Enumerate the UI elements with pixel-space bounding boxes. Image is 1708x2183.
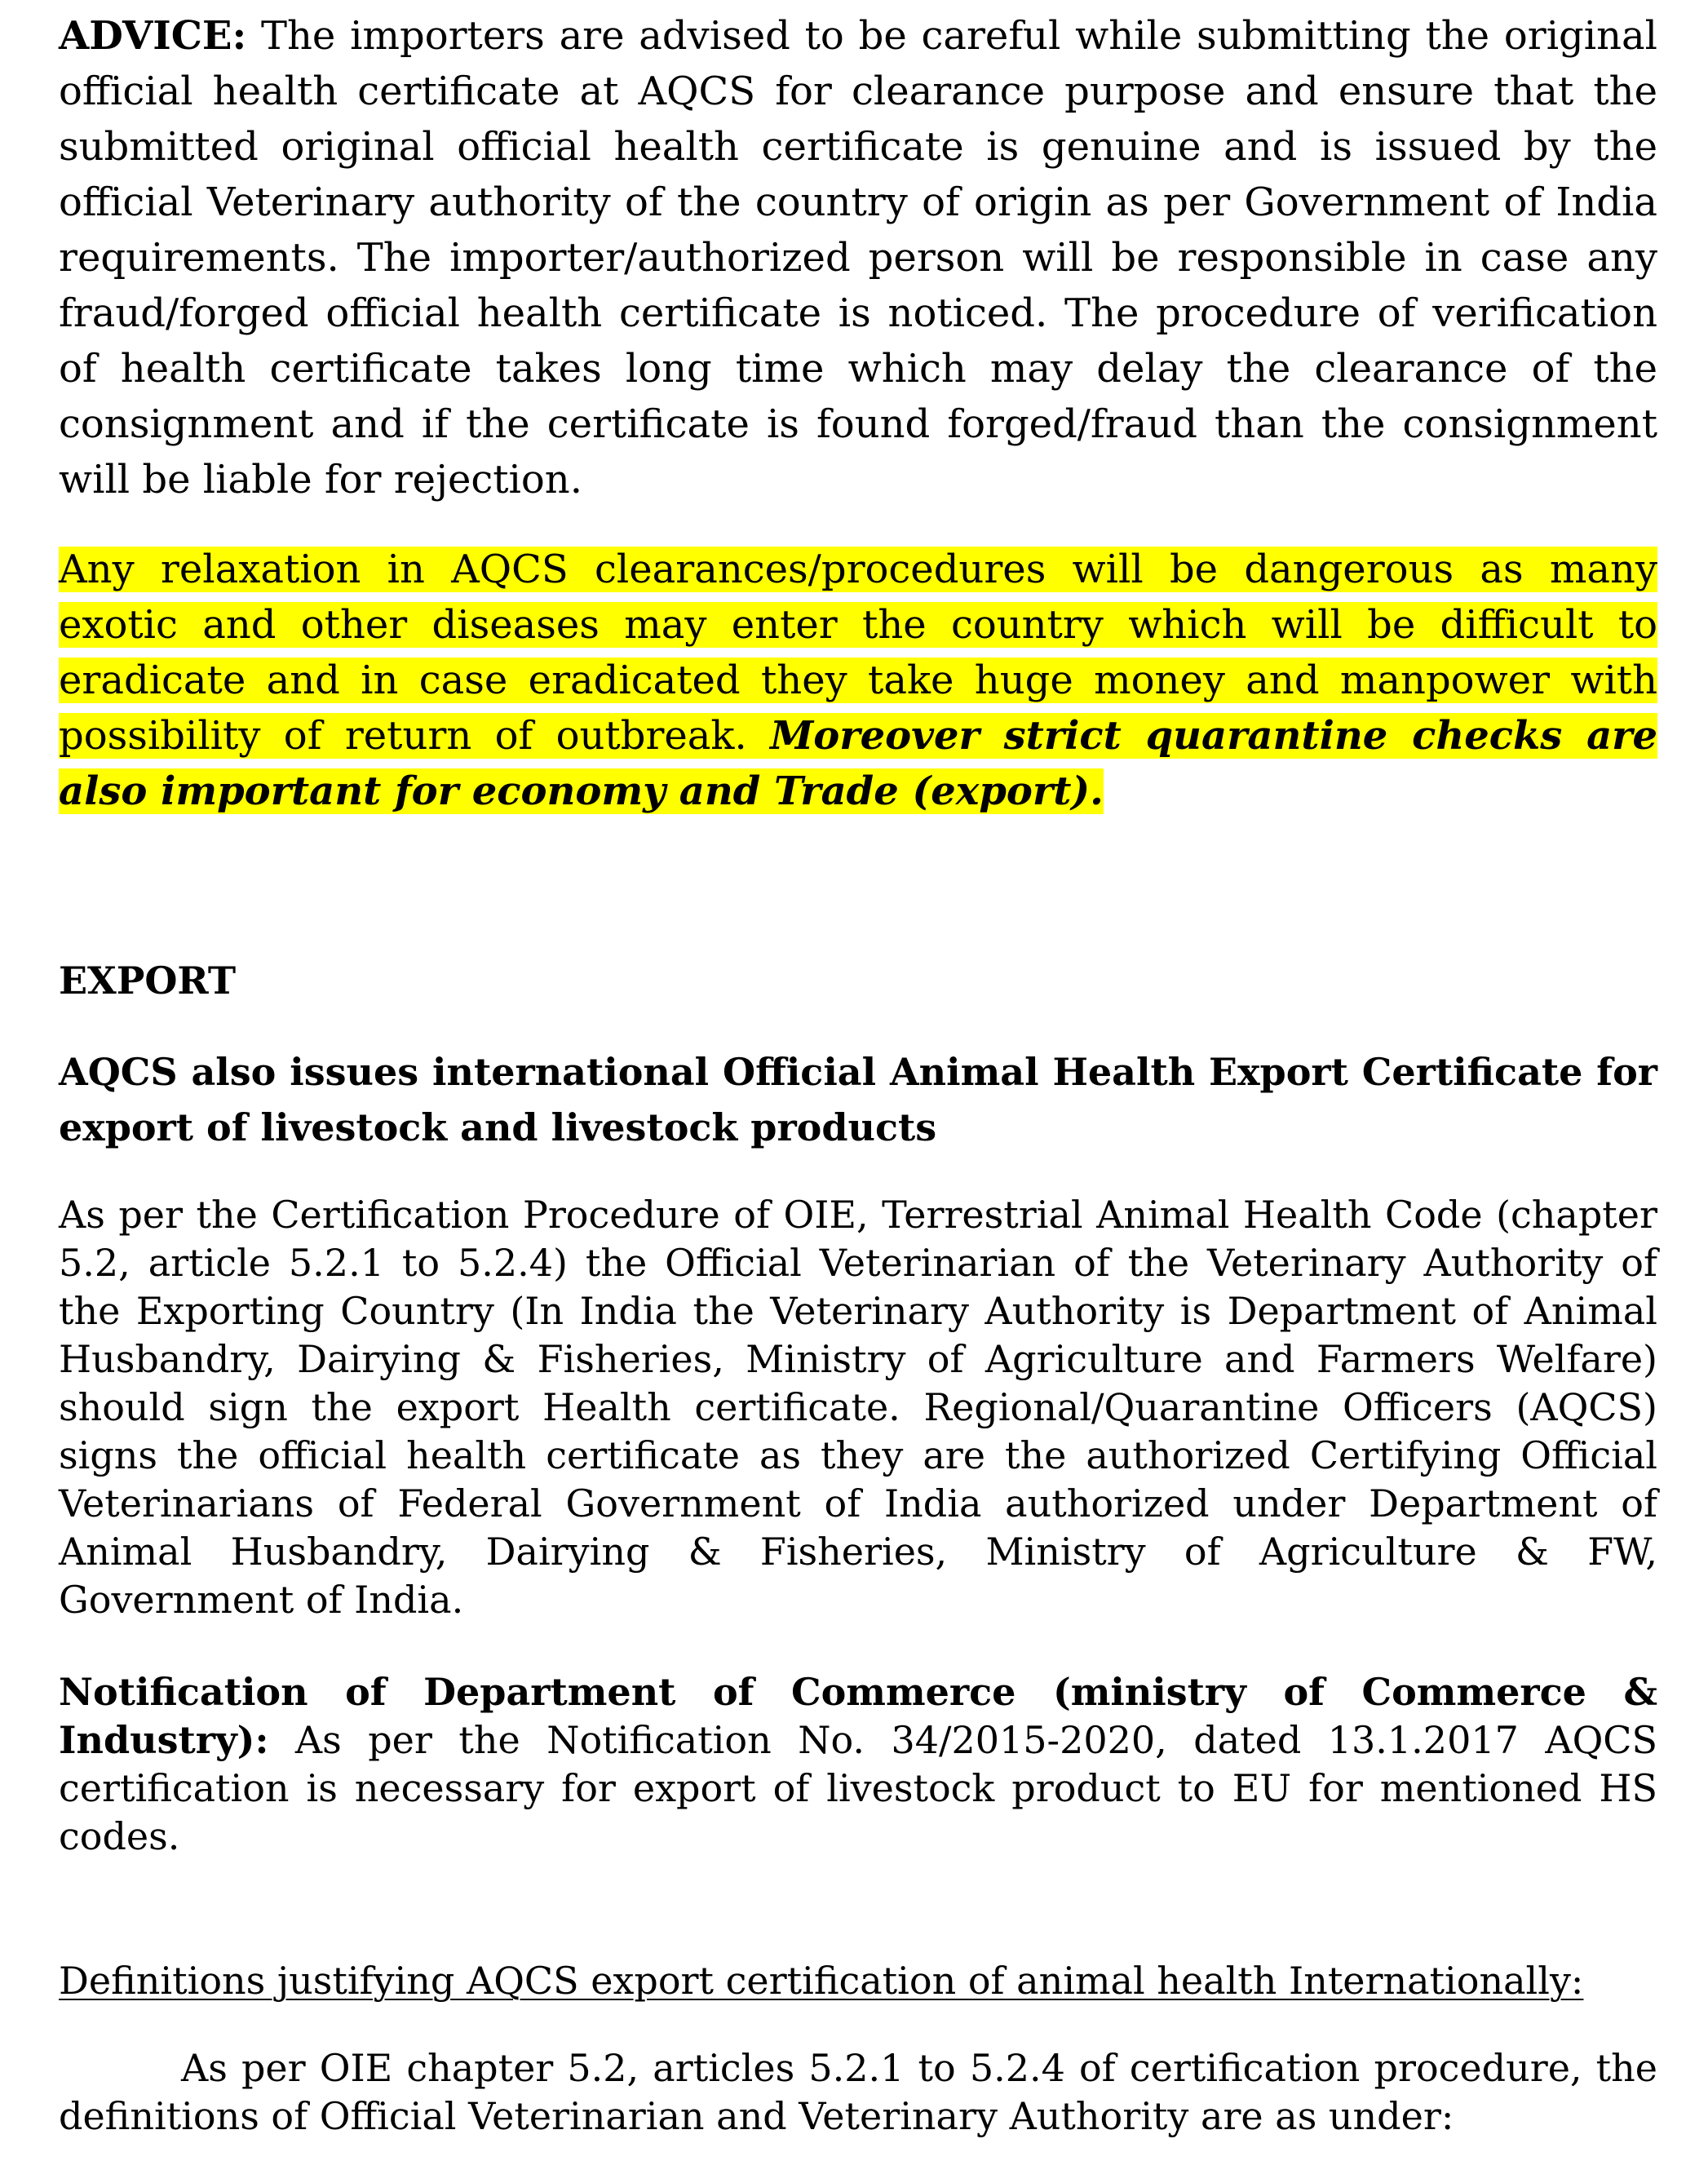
advice-text: The importers are advised to be careful while submitting the original official health certificate at AQCS for clearance purpose and ensure that the submitted original official health certificate is genuine and is issued by the official Veterinary authority of the country of origin as per Government of India requirements. The importer/authorized person will be responsible in case any fraud/forged official health certificate is noticed. The procedure of verification of health certificate takes long time which may delay the clearance of the consignment and if the certificate is found forged/fraud than the consignment will be liable for rejection.	[59, 13, 1657, 503]
definitions-intro: As per OIE chapter 5.2, articles 5.2.1 to 5.2.4 of certification procedure, the definitions of Official Veterinarian and Veterinary Authority are as under:	[59, 2046, 1657, 2138]
notification-text: As per the Notification No. 34/2015-2020, dated 13.1.2017 AQCS certification is necessary for export of livestock product to EU for mentioned HS codes.	[59, 1718, 1657, 1858]
notification-paragraph	[59, 1668, 1657, 1861]
highlighted-paragraph	[59, 542, 1657, 819]
export-heading: EXPORT	[59, 959, 237, 1003]
document-page	[59, 8, 1657, 2141]
highlight-text: Any relaxation in AQCS clearances/procedures will be dangerous as many exotic and other diseases may enter the country which will be difficult to eradicate and in case eradicated they take huge money and manpower with possibility of return of outbreak.	[59, 547, 1657, 759]
advice-paragraph	[59, 8, 1657, 507]
highlight-text-wrap	[59, 547, 1657, 814]
advice-label: ADVICE:	[59, 13, 247, 59]
highlight-emphasis: Moreover strict quarantine checks are also important for economy and Trade (export).	[59, 713, 1658, 814]
notification-label: Notification of Department of Commerce (ministry of Commerce & Industry):	[59, 1670, 1657, 1762]
definitions-heading: Definitions justifying AQCS export certification of animal health Internationally:	[59, 1959, 1584, 2003]
export-subheading: AQCS also issues international Official Animal Health Export Certificate for export of livestock and livestock products	[59, 1050, 1657, 1149]
oie-certification-paragraph: As per the Certification Procedure of OIE, Terrestrial Animal Health Code (chapter 5.2, article 5.2.1 to 5.2.4) the Official Veterinarian of the Veterinary Authority of the Exporting Country (In India the Veterinary Authority is Department of Animal Husbandry, Dairying & Fisheries, Ministry of Agriculture and Farmers Welfare) should sign the export Health certificate. Regional/Quarantine Officers (AQCS) signs the official health certificate as they are the authorized Certifying Official Veterinarians of Federal Government of India authorized under Department of Animal Husbandry, Dairying & Fisheries, Ministry of Agriculture & FW, Government of India.	[59, 1193, 1657, 1622]
